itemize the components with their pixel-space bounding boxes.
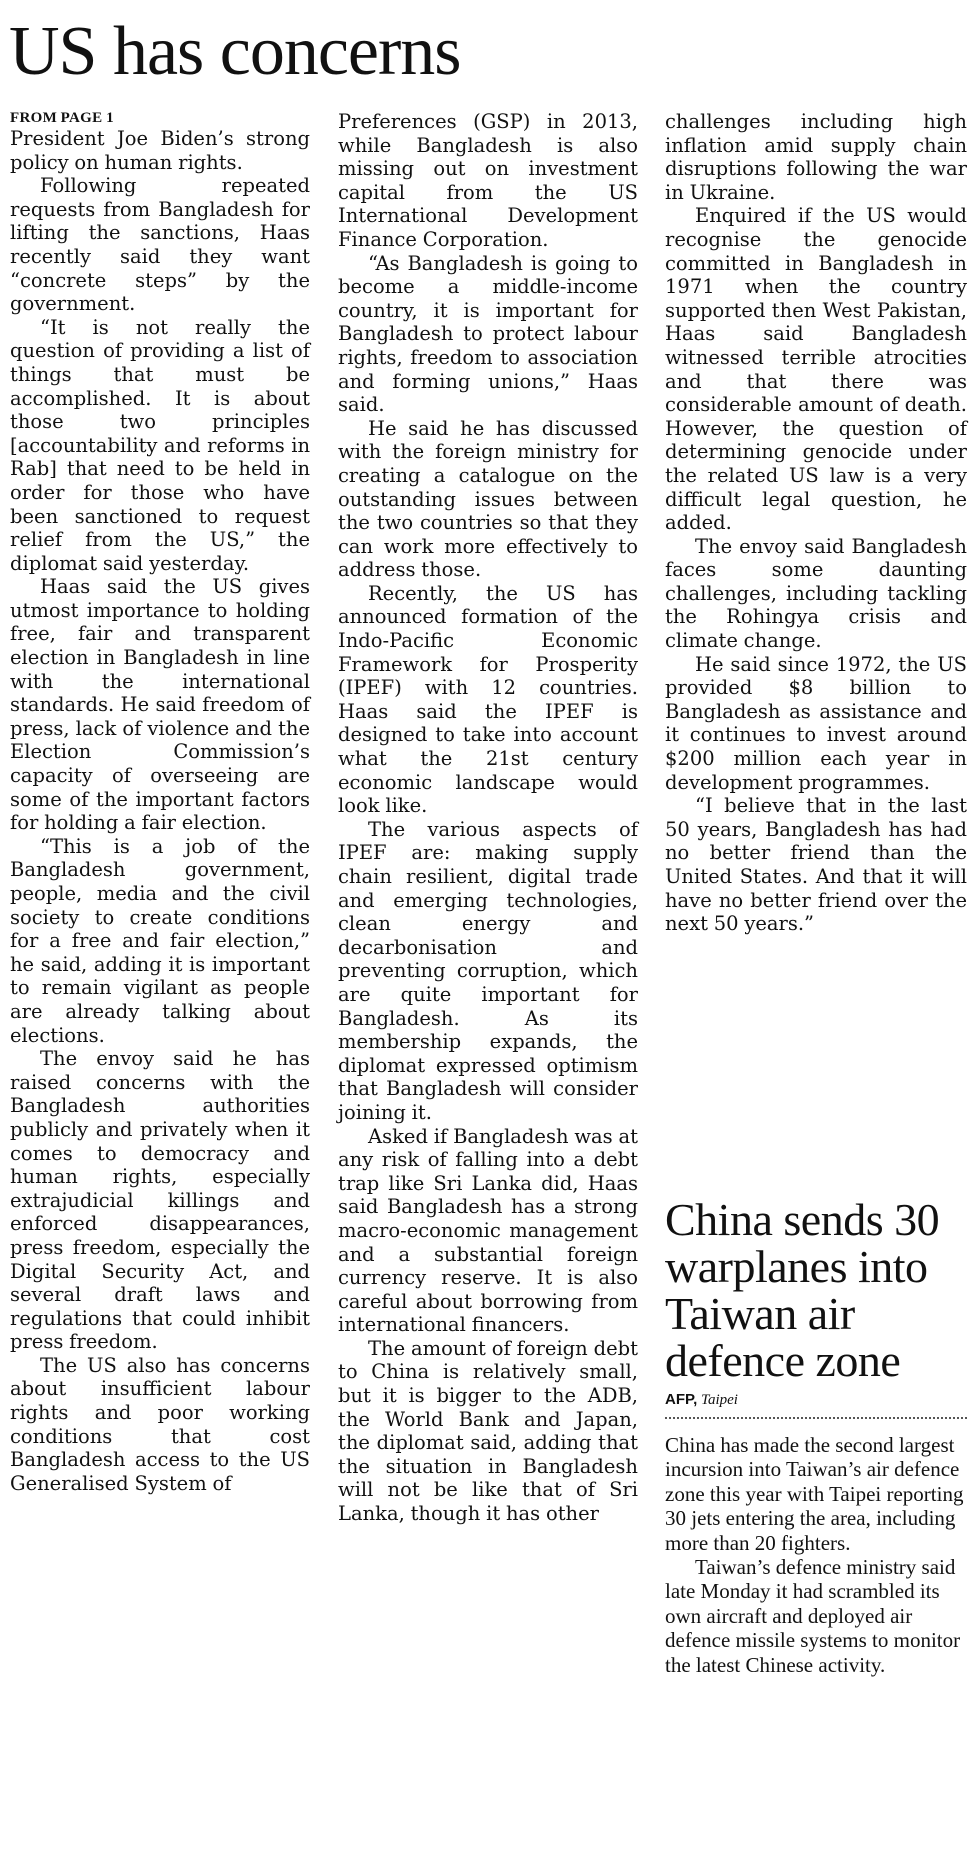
byline-agency: AFP, bbox=[665, 1391, 698, 1408]
paragraph: “As Bangladesh is going to become a middle-income country, it is important for Bangladesh to protect labour rights, freedom to association and forming unions,” Haas said. bbox=[338, 251, 638, 417]
article-column-1 bbox=[10, 110, 310, 1495]
paragraph: He said he has discussed with the foreign ministry for creating a catalogue on the outstanding issues between the two countries so that they can work more effectively to address those. bbox=[338, 416, 638, 582]
paragraph: Haas said the US gives utmost importance to holding free, fair and transparent election in Bangladesh in line with the international standards. He said freedom of press, lack of violence and the Election Commission’s capacity of overseeing are some of the important factors for holding a fair election. bbox=[10, 575, 310, 835]
paragraph: China has made the second largest incursion into Taiwan’s air defence zone this year with Taipei reporting 30 jets entering the area, including more than 20 fighters. bbox=[665, 1433, 964, 1555]
paragraph: Preferences (GSP) in 2013, while Bangladesh is also missing out on investment capital from the US International Development Finance Corporation. bbox=[338, 110, 638, 251]
paragraph: Recently, the US has announced formation of the Indo-Pacific Economic Framework for Prosperity (IPEF) with 12 countries. Haas said the IPEF is designed to take into account what the 21st century economic landscape would look like. bbox=[338, 581, 638, 818]
paragraph: “This is a job of the Bangladesh government, people, media and the civil society to create conditions for a free and fair election,” he said, adding it is important to remain vigilant as people are already talking about elections. bbox=[10, 834, 310, 1047]
byline bbox=[665, 1390, 967, 1419]
china-taiwan-story bbox=[665, 1196, 967, 1677]
headline-us-has-concerns: US has concerns bbox=[9, 13, 461, 90]
paragraph: He said since 1972, the US provided $8 billion to Bangladesh as assistance and it continues to invest around $200 million each year in development programmes. bbox=[665, 652, 967, 794]
story2-body bbox=[665, 1433, 967, 1677]
paragraph: The various aspects of IPEF are: making supply chain resilient, digital trade and emerging technologies, clean energy and decarbonisation and preventing corruption, which are quite important for Bangladesh. As its membership expands, the diplomat expressed optimism that Bangladesh will consider joining it. bbox=[338, 817, 638, 1124]
paragraph: Following repeated requests from Bangladesh for lifting the sanctions, Haas recently said they want “concrete steps” by the government. bbox=[10, 174, 310, 316]
paragraph: “It is not really the question of providing a list of things that must be accomplished. It is about those two principles [accountability and reforms in Rab] that need to be held in order for those who have been sanctioned to request relief from the US,” the diplomat said yesterday. bbox=[10, 315, 310, 575]
paragraph: Enquired if the US would recognise the genocide committed in Bangladesh in 1971 when the country supported then West Pakistan, Haas said Bangladesh witnessed terrible atrocities and that there was considerable amount of death. However, the question of determining genocide under the related US law is a very difficult legal question, he added. bbox=[665, 204, 967, 535]
paragraph: The envoy said Bangladesh faces some daunting challenges, including tackling the Rohingya crisis and climate change. bbox=[665, 534, 967, 653]
paragraph: The amount of foreign debt to China is relatively small, but it is bigger to the ADB, the World Bank and Japan, the diplomat said, adding that the situation in Bangladesh will not be like that of Sri Lanka, though it has other bbox=[338, 1336, 638, 1526]
paragraph: “I believe that in the last 50 years, Bangladesh has had no better friend than the United States. And that it will have no better friend over the next 50 years.” bbox=[665, 794, 967, 936]
article-column-2 bbox=[338, 110, 638, 1526]
byline-place: Taipei bbox=[700, 1392, 738, 1408]
kicker-from-page-1: FROM PAGE 1 bbox=[10, 110, 114, 126]
paragraph: Asked if Bangladesh was at any risk of falling into a debt trap like Sri Lanka did, Haas said Bangladesh has a strong macro-economic management and a substantial foreign currency reserve. It is also careful about borrowing from international financers. bbox=[338, 1124, 638, 1337]
paragraph: Taiwan’s defence ministry said late Monday it had scrambled its own aircraft and deployed air defence missile systems to monitor the latest Chinese activity. bbox=[665, 1555, 961, 1677]
paragraph: The US also has concerns about insufficient labour rights and poor working conditions that cost Bangladesh access to the US Generalised System of bbox=[10, 1353, 310, 1495]
headline-china-warplanes: China sends 30 warplanes into Taiwan air defence zone bbox=[665, 1194, 940, 1386]
article-column-3 bbox=[665, 110, 967, 936]
paragraph: challenges including high inflation amid supply chain disruptions following the war in Ukraine. bbox=[665, 110, 967, 204]
paragraph: The envoy said he has raised concerns with the Bangladesh authorities publicly and privately when it comes to democracy and human rights, especially extrajudicial killings and enforced disappearances, press freedom, especially the Digital Security Act, and several draft laws and regulations that could inhibit press freedom. bbox=[10, 1047, 310, 1354]
paragraph: President Joe Biden’s strong policy on human rights. bbox=[10, 127, 310, 174]
